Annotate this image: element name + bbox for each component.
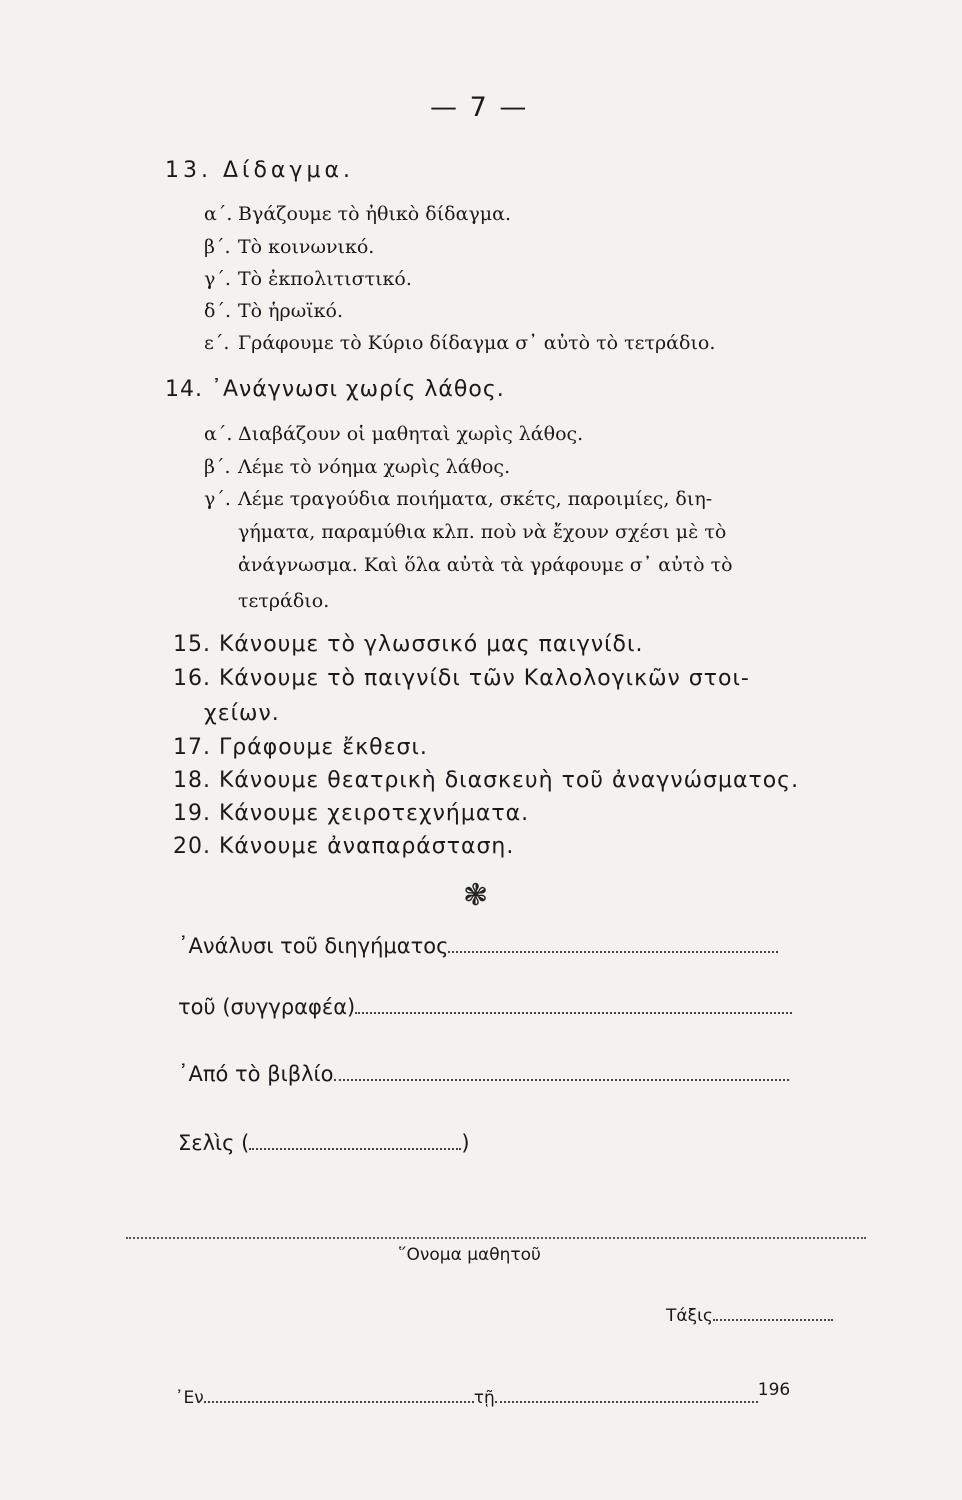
item-text: Τὸ κοινωνικό. (238, 236, 375, 258)
item-text: Τὸ ἐκπολιτιστικό. (238, 268, 412, 290)
flower-ornament-icon: ❃ (463, 878, 489, 913)
section-13-item-d (204, 300, 343, 322)
day-blank[interactable] (495, 1400, 758, 1403)
in-label: ᾿Εν (175, 1388, 204, 1408)
item-number: 15. (173, 632, 211, 657)
book-label: ᾿Από τὸ βιβλίο (178, 1062, 334, 1086)
section-13-item-a (204, 203, 511, 225)
item-text: Κάνουμε τὸ γλωσσικό μας παιγνίδι. (219, 632, 644, 657)
item-17 (173, 735, 428, 760)
class-label: Τάξις (666, 1306, 713, 1326)
section-13-item-e (204, 332, 715, 354)
item-text: Κάνουμε θεατρικὴ διασκευὴ τοῦ ἀναγνώσματος. (219, 768, 800, 793)
item-text: Γράφουμε τὸ Κύριο δίδαγμα σ᾽ αὐτὸ τὸ τετράδιο. (238, 332, 716, 354)
section-14-heading: 14. ᾿Ανάγνωσι χωρίς λάθος. (165, 377, 505, 402)
item-number: 18. (173, 768, 211, 793)
page-label-close: ) (461, 1131, 470, 1155)
item-number: 19. (173, 801, 211, 826)
section-14-item-c-line-2: γήματα, παραμύθια κλπ. ποὺ νὰ ἔχουν σχέσι μὲ τὸ (238, 521, 727, 543)
item-label: α΄. (204, 203, 233, 225)
item-19 (173, 801, 529, 826)
item-label: δ΄. (204, 300, 231, 322)
item-text-line: Λέμε τραγούδια ποιήματα, σκέτς, παροιμίες, διη- (238, 488, 713, 510)
item-text: Λέμε τὸ νόημα χωρὶς λάθος. (238, 456, 511, 478)
page-blank[interactable] (249, 1147, 461, 1150)
item-text: Τὸ ἡρωϊκό. (238, 300, 344, 322)
class-blank[interactable] (713, 1318, 833, 1321)
item-20 (173, 834, 514, 859)
item-number: 20. (173, 834, 211, 859)
section-13-item-b (204, 236, 374, 258)
section-14-item-c-line-4: τετράδιο. (238, 590, 330, 612)
item-text: Κάνουμε τὸ παιγνίδι τῶν Καλολογικῶν στοι- (219, 666, 750, 691)
item-15 (173, 632, 643, 657)
item-label: γ΄. (204, 488, 231, 510)
page-number: — 7 — (430, 92, 529, 123)
page-field[interactable] (178, 1131, 470, 1155)
analysis-label: ᾿Ανάλυσι τοῦ διηγήματος (178, 934, 449, 958)
section-14-item-c-line-3: ἀνάγνωσμα. Καὶ ὅλα αὐτὰ τὰ γράφουμε σ᾽ αὐτὸ τὸ (238, 554, 733, 576)
class-field[interactable] (666, 1306, 833, 1326)
item-text: Γράφουμε ἔκθεσι. (219, 735, 428, 760)
date-line[interactable] (175, 1380, 791, 1408)
author-label: τοῦ (συγγραφέα) (178, 995, 356, 1019)
author-field[interactable] (178, 995, 792, 1019)
item-text: Διαβάζουν οἱ μαθηταὶ χωρὶς λάθος. (238, 423, 584, 445)
student-name-label: ῞Ονομα μαθητοῦ (398, 1245, 541, 1265)
page-label-open: Σελὶς ( (178, 1131, 250, 1155)
item-16 (173, 666, 750, 691)
book-field[interactable] (178, 1062, 789, 1086)
item-label: γ΄. (204, 268, 231, 290)
item-text: Βγάζουμε τὸ ἠθικὸ δίδαγμα. (238, 203, 512, 225)
place-blank[interactable] (204, 1400, 474, 1403)
item-label: β΄. (204, 236, 231, 258)
author-blank[interactable] (355, 1011, 792, 1014)
section-13-item-c (204, 268, 412, 290)
item-label: ε΄. (204, 332, 230, 354)
item-number: 16. (173, 666, 211, 691)
section-13-heading: 13. Δίδαγμα. (165, 158, 354, 183)
item-label: α΄. (204, 423, 233, 445)
item-text: Κάνουμε ἀναπαράσταση. (219, 834, 515, 859)
day-label: τῇ (473, 1388, 495, 1408)
analysis-field[interactable] (178, 934, 778, 958)
analysis-blank[interactable] (448, 950, 778, 953)
section-14-item-c (204, 488, 712, 510)
student-name-blank[interactable] (126, 1236, 866, 1239)
item-text: Κάνουμε χειροτεχνήματα. (219, 801, 530, 826)
item-label: β΄. (204, 456, 231, 478)
section-14-item-a (204, 423, 583, 445)
section-14-item-b (204, 456, 510, 478)
item-number: 17. (173, 735, 211, 760)
book-blank[interactable] (334, 1078, 789, 1081)
item-16-continuation: χείων. (204, 701, 280, 726)
year-label: 196 (757, 1380, 791, 1400)
item-18 (173, 768, 799, 793)
